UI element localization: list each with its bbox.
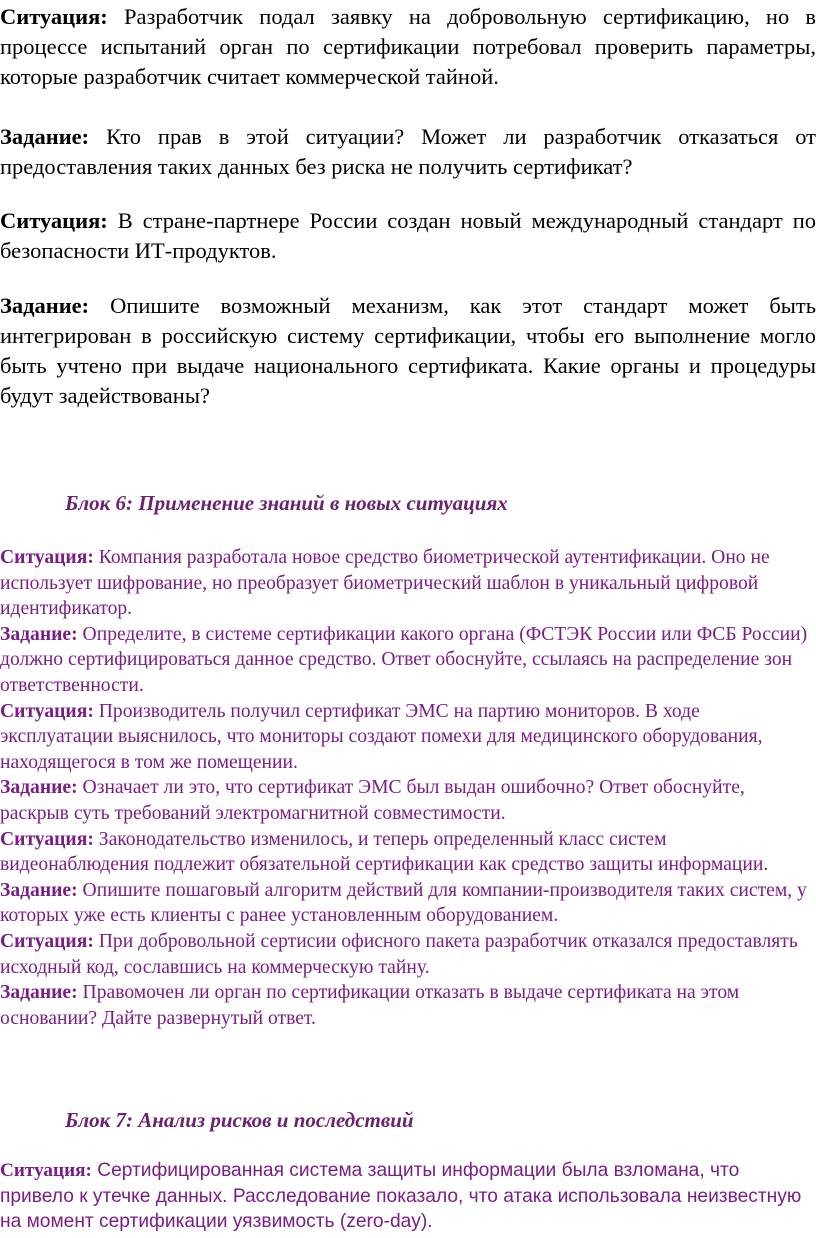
situation-item	[0, 545, 816, 622]
task-label: Задание:	[0, 777, 78, 799]
situation-text: Разработчик подал заявку на добровольную сертификацию, но в процессе испытаний орган по сертификации потребовал проверить параметры, которые разработчик считает коммерческой тайной.	[0, 4, 816, 89]
task-label: Задание:	[0, 124, 90, 149]
situation-label: Ситуация:	[0, 1160, 92, 1181]
situation-item	[0, 699, 816, 776]
situation-text: Сертифицированная система защиты информации была взломана, что привело к утечке данных. Расследование показало, что атака использовала неизвестную на момент сертификации уязвимость (zero-day).	[0, 1160, 802, 1232]
situation-text: Компания разработала новое средство биометрической аутентификации. Оно не использует шифрование, но преобразует биометрический шаблон в уникальный цифровой идентификатор.	[0, 547, 770, 620]
task-text: Правомочен ли орган по сертификации отказать в выдаче сертификата на этом основании? Дайте развернутый ответ.	[0, 982, 740, 1029]
situation-label: Ситуация:	[0, 208, 108, 233]
situation-item	[0, 929, 816, 980]
task-label: Задание:	[0, 879, 78, 901]
task-paragraph	[0, 291, 816, 411]
situation-paragraph	[0, 2, 816, 92]
task-paragraph	[0, 122, 816, 182]
task-item	[0, 775, 816, 826]
task-label: Задание:	[0, 293, 90, 318]
task-label: Задание:	[0, 623, 78, 645]
situation-text: Законодательство изменилось, и теперь определенный класс систем видеонаблюдения подлежит обязательной сертификации как средство защиты информации.	[0, 828, 769, 876]
task-text: Означает ли это, что сертификат ЭМС был выдан ошибочно? Ответ обоснуйте, раскрыв суть требований электромагнитной совместимости.	[0, 777, 745, 824]
task-text: Опишите пошаговый алгоритм действий для компании-производителя таких систем, у которых уже есть клиенты с ранее установленным оборудованием.	[0, 879, 807, 927]
situation-label: Ситуация:	[0, 4, 108, 29]
task-item	[0, 980, 816, 1031]
block-7-title: Блок 7: Анализ рисков и последствий	[65, 1108, 414, 1132]
situation-paragraph	[0, 206, 816, 266]
situation-label: Ситуация:	[0, 547, 94, 568]
task-text: Опишите возможный механизм, как этот стандарт может быть интегрирован в российскую систему сертификации, чтобы его выполнение могло быть учтено при выдаче национального сертификата. Какие органы и процедуры будут задействованы?	[0, 293, 816, 408]
task-text: Кто прав в этой ситуации? Может ли разработчик отказаться от предоставления таких данных без риска не получить сертификат?	[0, 124, 816, 179]
task-text: Определите, в системе сертификации какого органа (ФСТЭК России или ФСБ России) должно сертифицироваться данное средство. Ответ обоснуйте, ссылаясь на распределение зон ответственности.	[0, 623, 808, 696]
task-label: Задание:	[0, 982, 78, 1004]
situation-label: Ситуация:	[0, 700, 94, 722]
block-6-list	[0, 545, 816, 1031]
situation-item	[0, 827, 816, 878]
situation-text: В стране-партнере России создан новый международный стандарт по безопасности ИТ-продуктов.	[0, 208, 816, 263]
situation-label: Ситуация:	[0, 828, 94, 850]
task-item	[0, 878, 816, 929]
situation-item	[0, 1158, 816, 1235]
task-item	[0, 622, 816, 699]
block-6-title: Блок 6: Применение знаний в новых ситуациях	[65, 491, 508, 515]
situation-label: Ситуация:	[0, 930, 94, 952]
situation-text: Производитель получил сертификат ЭМС на партию мониторов. В ходе эксплуатации выяснилось, что мониторы создают помехи для медицинского оборудования, находящегося в том же помещении.	[0, 700, 763, 773]
situation-text: При добровольной сертисии офисного пакета разработчик отказался предоставлять исходный код, сославшись на коммерческую тайну.	[0, 930, 798, 978]
